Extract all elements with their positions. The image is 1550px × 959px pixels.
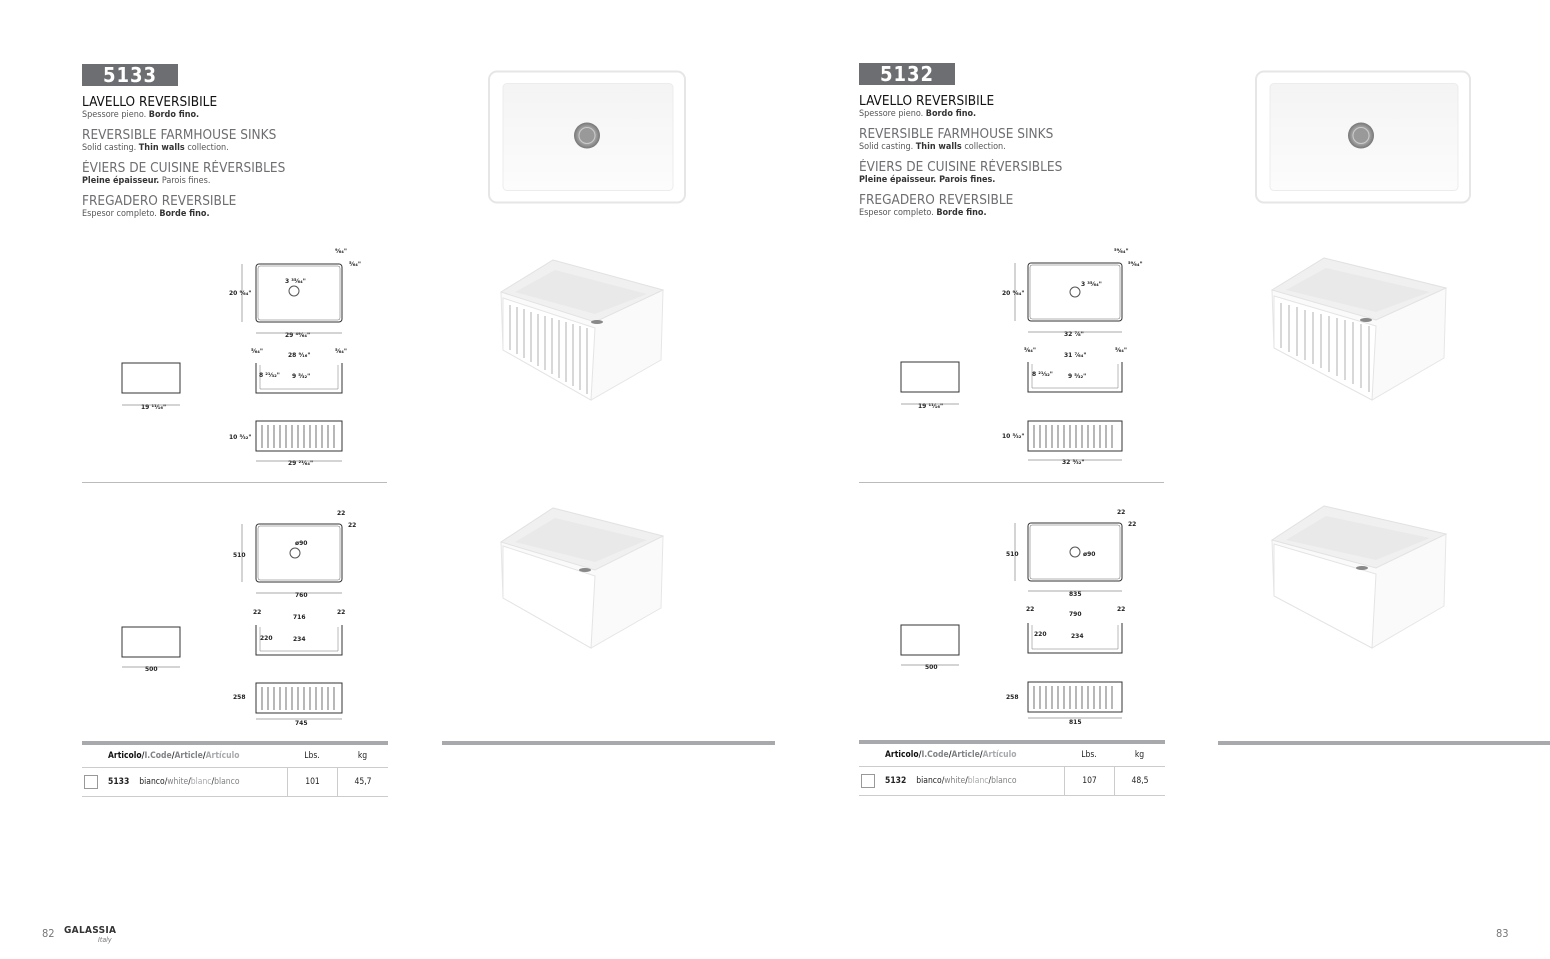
order-checkbox[interactable] (861, 774, 875, 788)
brand-tagline: Italy (98, 936, 112, 944)
header-kg: kg (357, 751, 368, 761)
title-french: ÉVIERS DE CUISINE RÉVERSIBLES (859, 159, 1063, 175)
photo-column-rule (442, 741, 775, 745)
dim-front-height: 10 ⁵⁄₃₂" (1002, 433, 1025, 440)
dim-side-gap: ⁵⁄₆₄" (349, 261, 362, 268)
row-lbs: 101 (287, 767, 337, 797)
title-spanish: FREGADERO REVERSIBLE (859, 192, 1014, 208)
dim-mm-side-gap: 22 (348, 522, 357, 529)
header-lbs: Lbs. (304, 751, 320, 761)
subtitle-english: Solid casting. Thin walls collection. (82, 143, 229, 153)
dim-mm-drain: ø90 (1083, 551, 1096, 558)
row-article: 5133 bianco/white/blanc/blanco (108, 777, 240, 787)
header-article: Articolo/I.Code/Article/Artículo (108, 751, 240, 761)
dim-mm-depth: 510 (1006, 551, 1019, 558)
dim-top-gap: ⁹⁄₆₄" (335, 248, 348, 255)
mm-dimension-drawing (105, 502, 375, 742)
product-code-badge: 5132 (859, 63, 955, 85)
sink-top-view-photo (405, 58, 705, 218)
dim-mm-width: 760 (295, 592, 308, 599)
dim-mm-front-width: 815 (1069, 719, 1082, 726)
dim-mm-top-gap: 22 (1117, 509, 1126, 516)
product-titles (82, 94, 402, 226)
dim-sec-right: ⁵⁄₆₄" (1115, 347, 1128, 354)
dim-mm-side-width: 500 (145, 666, 158, 673)
dim-sec-mid: 31 ⁷⁄₆₄" (1064, 352, 1087, 359)
dim-mm-sec-right: 22 (337, 609, 346, 616)
sink-top-view-photo (1172, 58, 1472, 218)
dim-sec-height: 8 ²¹⁄₃₂" (259, 372, 280, 379)
product-titles (859, 93, 1179, 225)
dim-sec-left: ⁵⁄₆₄" (251, 348, 264, 355)
title-french: ÉVIERS DE CUISINE RÉVERSIBLES (82, 160, 286, 176)
dim-mm-sec-mid: 716 (293, 614, 306, 621)
header-kg: kg (1134, 750, 1145, 760)
dim-drain: 3 ³⁵⁄₆₄" (285, 278, 306, 285)
article-table (82, 741, 388, 797)
dim-depth: 20 ⁹⁄₆₄" (1002, 290, 1025, 297)
row-article: 5132 bianco/white/blanc/blanco (885, 776, 1017, 786)
dim-mm-side-width: 500 (925, 664, 938, 671)
dim-mm-sec-mid: 790 (1069, 611, 1082, 618)
subtitle-french: Pleine épaisseur. Parois fines. (82, 176, 211, 186)
section-divider (859, 482, 1164, 483)
table-header (82, 745, 388, 767)
dim-mm-front-height: 258 (233, 694, 246, 701)
photo-column-rule (1218, 741, 1550, 745)
page-number-right: 83 (1496, 927, 1509, 940)
dim-drain: 3 ³⁵⁄₆₄" (1081, 281, 1102, 288)
sink-fluted-front-photo (405, 250, 705, 410)
table-row (82, 767, 388, 797)
header-article: Articolo/I.Code/Article/Artículo (885, 750, 1017, 760)
title-italian: LAVELLO REVERSIBILE (82, 94, 218, 110)
dim-mm-sec-height: 220 (260, 635, 273, 642)
dim-sec-mid: 28 ⁹⁄₁₆" (288, 352, 311, 359)
dim-sec-height: 8 ²¹⁄₃₂" (1032, 371, 1053, 378)
row-kg: 48,5 (1114, 766, 1165, 796)
right-page (777, 0, 1550, 959)
table-header (859, 744, 1165, 766)
title-spanish: FREGADERO REVERSIBLE (82, 193, 237, 209)
dim-side-width: 19 ¹¹⁄₁₆" (918, 403, 944, 410)
page-number-left: 82 (42, 927, 55, 940)
dim-mm-sec-bowl: 234 (293, 636, 306, 643)
dim-mm-depth: 510 (233, 552, 246, 559)
dim-front-height: 10 ⁵⁄₃₂" (229, 434, 252, 441)
article-table (859, 740, 1165, 796)
dim-side-width: 19 ¹¹⁄₁₆" (141, 404, 167, 411)
product-code-badge: 5133 (82, 64, 178, 86)
dim-top-gap: ⁵⁹⁄₆₄" (1114, 248, 1129, 255)
order-checkbox[interactable] (84, 775, 98, 789)
row-kg: 45,7 (337, 767, 388, 797)
header-lbs: Lbs. (1081, 750, 1097, 760)
subtitle-italian: Spessore pieno. Bordo fino. (82, 110, 200, 120)
row-lbs: 107 (1064, 766, 1114, 796)
sink-fluted-front-photo (1172, 248, 1472, 408)
inch-dimension-drawing (105, 240, 375, 480)
dim-mm-width: 835 (1069, 591, 1082, 598)
dim-width: 29 ⁴⁹⁄₆₄" (285, 332, 311, 339)
dim-mm-drain: ø90 (295, 540, 308, 547)
dim-mm-sec-bowl: 234 (1071, 633, 1084, 640)
dim-sec-bowl: 9 ⁵⁄₃₂" (292, 373, 311, 380)
title-english: REVERSIBLE FARMHOUSE SINKS (859, 126, 1054, 142)
subtitle-italian: Spessore pieno. Bordo fino. (859, 109, 977, 119)
dim-mm-sec-left: 22 (253, 609, 262, 616)
title-english: REVERSIBLE FARMHOUSE SINKS (82, 127, 277, 143)
dim-mm-front-width: 745 (295, 720, 308, 727)
subtitle-french: Pleine épaisseur. Parois fines. (859, 175, 996, 185)
title-italian: LAVELLO REVERSIBILE (859, 93, 995, 109)
dim-width: 32 ⁷⁄₈" (1064, 331, 1084, 338)
subtitle-english: Solid casting. Thin walls collection. (859, 142, 1006, 152)
dim-sec-right: ⁵⁄₆₄" (335, 348, 348, 355)
dim-side-gap: ⁵⁹⁄₆₄" (1128, 261, 1143, 268)
dim-mm-sec-right: 22 (1117, 606, 1126, 613)
dim-front-width: 32 ³⁄₃₂" (1062, 459, 1085, 466)
dim-depth: 20 ⁹⁄₆₄" (229, 290, 252, 297)
sink-plain-front-photo (1172, 498, 1472, 658)
inch-dimension-drawing (882, 239, 1152, 479)
section-divider (82, 482, 387, 483)
dim-mm-front-height: 258 (1006, 694, 1019, 701)
dim-mm-top-gap: 22 (337, 510, 346, 517)
brand-logo: GALASSIA (64, 925, 117, 936)
dim-mm-side-gap: 22 (1128, 521, 1137, 528)
dim-front-width: 29 ²¹⁄₆₄" (288, 460, 314, 467)
table-row (859, 766, 1165, 796)
dim-mm-sec-height: 220 (1034, 631, 1047, 638)
subtitle-spanish: Espesor completo. Borde fino. (82, 209, 210, 219)
dim-sec-bowl: 9 ⁵⁄₃₂" (1068, 373, 1087, 380)
dim-sec-left: ⁵⁄₆₄" (1024, 347, 1037, 354)
dim-mm-sec-left: 22 (1026, 606, 1035, 613)
mm-dimension-drawing (882, 500, 1152, 740)
subtitle-spanish: Espesor completo. Borde fino. (859, 208, 987, 218)
sink-plain-front-photo (405, 500, 705, 660)
